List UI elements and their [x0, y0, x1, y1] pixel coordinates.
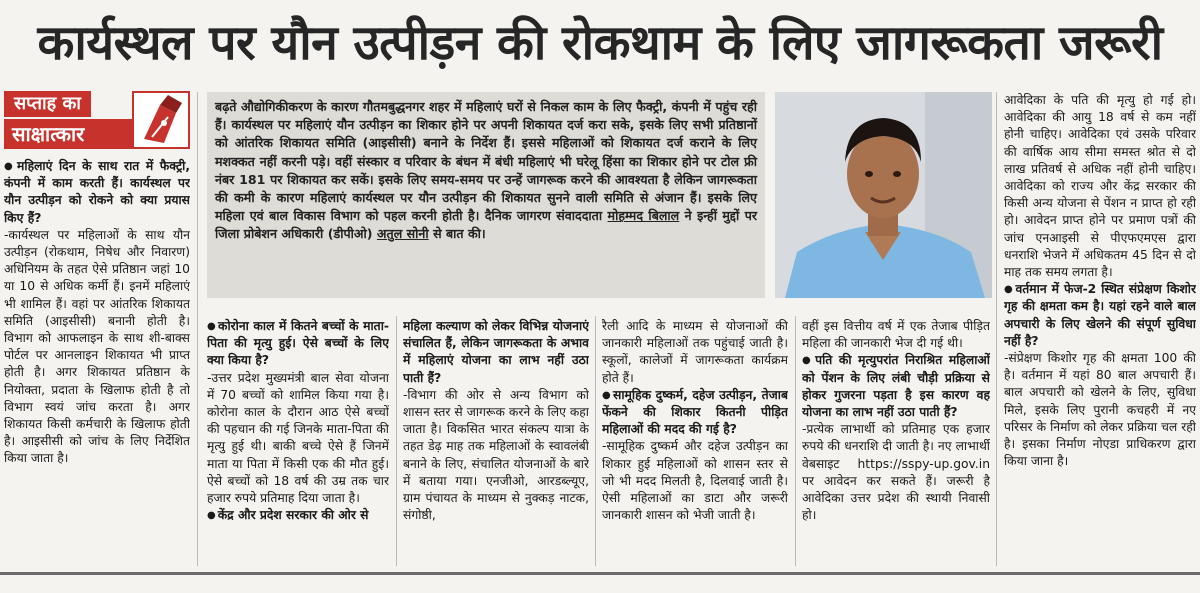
answer-2: -उत्तर प्रदेश मुख्यमंत्री बाल सेवा योजना में 70 बच्चों को शामिल किया गया है। कोरोना काल के दौरान आठ ऐसे बच्चों की पहचान की गई जिनके माता-पिता की मृत्यु हुई थी। बाकी बच्चे ऐसे हैं जिनमें माता या पिता में किसी एक की मौत हुई। ऐसे बच्चों को 18 वर्ष की उम्र तक चार हजार रुपये प्रतिमाह दिया जाता है। — [207, 370, 389, 506]
intro-text-end: से बात की। — [433, 226, 486, 242]
column-3 — [403, 318, 589, 568]
question-3-start: केंद्र और प्रदेश सरकार की ओर से — [217, 508, 369, 523]
column-divider — [996, 92, 997, 566]
bullet-icon: ● — [207, 321, 217, 332]
column-divider — [595, 316, 596, 566]
answer-5-continued: आवेदिका के पति की मृत्यु हो गई हो। आवेदिका की आयु 18 वर्ष से कम नहीं होनी चाहिए। आवेदिका एवं उसके परिवार की वार्षिक आय सीमा समस्त श्रोत से दो लाख प्रतिवर्ष से अधिक नहीं होनी चाहिए। आवेदिका को राज्य और केंद्र सरकार की किसी अन्य योजना से पेंशन न प्राप्त हो रही हो। आवेदन प्राप्त होने पर प्रमाण पत्रों की जांच एनआइसी से पीएफएमएस द्वारा धनराशि भेजने में अधिकतम 45 दिन से दो माह तक समय लगता है। — [1004, 93, 1196, 280]
answer-4: -सामूहिक दुष्कर्म और दहेज उत्पीड़न का शिकार हुई महिलाओं को शासन स्तर से जो भी मदद मिलती है, दिलवाई जाती है। ऐसी महिलाओं का डाटा और जरूरी जानकारी शासन को भेजी जाती है। — [602, 439, 788, 523]
bullet-icon: ● — [4, 161, 16, 172]
pen-nib-icon — [132, 91, 190, 149]
column-2 — [207, 318, 389, 568]
bottom-rule — [0, 572, 1200, 575]
section-kicker — [4, 91, 189, 151]
intro-text-middle: ने इन्हीं मुद्दों पर जिला प्रोबेशन अधिकारी (डीपीओ) — [215, 208, 757, 242]
answer-3: -विभाग की ओर से अन्य विभाग को शासन स्तर से जागरूक करने के लिए कहा जाता है। विकसित भारत संकल्प यात्रा के तहत डेढ़ माह तक महिलाओं के स्वावलंबी बनाने के लिए, संचालित योजनाओं के बारे में बताया गया। एनजीओ, आरडब्ल्यूए, ग्राम पंचायत के माध्यम से नुक्कड़ नाटक, संगोष्ठी, — [403, 387, 589, 523]
question-3-end: महिला कल्याण को लेकर विभिन्न योजनाएं संचालित हैं, लेकिन जागरूकता के अभाव में महिलाएं योजना का लाभ नहीं उठा पाती हैं? — [403, 319, 589, 385]
answer-3-continued: रैली आदि के माध्यम से योजनाओं की जानकारी महिलाओं तक पहुंचाई जाती है। स्कूलों, कालेजों में जागरूकता कार्यक्रम होते हैं। — [602, 319, 788, 385]
bullet-icon: ● — [207, 510, 216, 522]
column-divider — [396, 316, 397, 566]
question-1: महिलाएं दिन के साथ रात में फैक्ट्री, कंपनी में काम करती हैं। कार्यस्थल पर यौन उत्पीड़न को रोकने को क्या प्रयास किए हैं? — [4, 159, 190, 225]
column-divider — [197, 92, 198, 566]
intro-text: बढ़ते औद्योगिकीकरण के कारण गौतमबुद्धनगर शहर में महिलाएं घरों से निकल काम के लिए फैक्ट्री, कंपनी में पहुंच रही हैं। कार्यस्थल पर महिलाएं यौन उत्पीड़न का शिकार होने पर अपनी शिकायत दर्ज करा सके, इसके लिए सभी प्रतिष्ठानों को आंतरिक शिकायत समिति (आइसीसी) बनाने के निर्देश हैं। इससे महिलाओं को शिकायत दर्ज कराने के लिए मशक्कत नहीं करनी पड़े। वहीं संस्कार व परिवार के बंधन में बंधी महिलाएं भी घरेलू हिंसा का शिकार होने पर टोल फ्री नंबर 181 पर शिकायत कर सकें। इसके लिए समय-समय पर उन्हें जागरूक करने की आवश्यता है लेकिन जागरूकता की कमी के कारण महिलाएं कार्यस्थल पर यौन उत्पीड़न की शिकायत सुनने वाली समिति से अंजान हैं। इसके लिए महिला एवं बाल विकास विभाग को पहल करनी होती है। दैनिक जागरण संवाददाता — [215, 99, 757, 224]
kicker-line-2: साक्षात्कार — [4, 119, 142, 149]
reporter-name: मोहम्मद बिलाल — [607, 208, 680, 224]
answer-4-continued: वहीं इस वित्तीय वर्ष में एक तेजाब पीड़ित महिला की जानकारी भेज दी गई थी। — [802, 319, 990, 351]
answer-5: -प्रत्येक लाभार्थी को प्रतिमाह एक हजार रुपये की धनराशि दी जाती है। नए लाभार्थी वेबसाइट https://sspy-up.gov.in पर आवेदन कर सकते हैं। जरूरी है आवेदिका उत्तर प्रदेश की स्थायी निवासी हो। — [802, 422, 990, 523]
answer-1: -कार्यस्थल पर महिलाओं के साथ यौन उत्पीड़न (रोकथाम, निषेध और निवारण) अधिनियम के तहत ऐसे प्रतिष्ठान जहां 10 या 10 से अधिक कर्मी हैं। इनमें महिलाएं भी शामिल हैं। वहां पर आंतरिक शिकायत समिति (आइसीसी) बनानी होती है। विभाग को आफलाइन के साथ शी-बाक्स पोर्टल पर आनलाइन शिकायत भी प्राप्त होती है। अगर शिकायत प्रतिष्ठान के नियोक्ता, प्रदाता के खिलाफ होती है तो विभाग स्वयं जांच करता है। अगर शिकायत किसी कर्मचारी के खिलाफ होती है। आइसीसी को जांच के लिए निर्देशित किया जाता है। — [4, 227, 190, 466]
column-divider — [795, 316, 796, 566]
question-6: वर्तमान में फेज-2 स्थित संप्रेक्षण किशोर गृह की क्षमता कम है। यहां रहने वाले बाल अपचारी के लिए खेलने की संपूर्ण सुविधा नहीं है? — [1004, 282, 1196, 348]
question-2: कोरोना काल में कितने बच्चों के माता-पिता की मृत्यु हुई। ऐसे बच्चों के लिए क्या किया है? — [207, 319, 389, 368]
headline: कार्यस्थल पर यौन उत्पीड़न की रोकथाम के लिए जागरूकता जरूरी — [37, 15, 1163, 71]
column-5 — [802, 318, 990, 568]
bullet-icon: ● — [802, 355, 814, 367]
column-6 — [1004, 92, 1196, 568]
kicker-line-1: सप्ताह का — [4, 91, 91, 117]
question-5: पति की मृत्युपरांत निराश्रित महिलाओं को पेंशन के लिए लंबी चौड़ी प्रक्रिया से होकर गुजरना पड़ता है इस कारण वह योजना का लाभ नहीं उठा पाती हैं? — [802, 353, 990, 420]
bullet-icon: ● — [602, 389, 612, 401]
bullet-icon: ● — [1004, 284, 1014, 296]
column-1 — [4, 158, 190, 568]
question-4: सामूहिक दुष्कर्म, दहेज उत्पीड़न, तेजाब फेंकने की शिकार कितनी पीड़ित महिलाओं की मदद की गई है? — [602, 387, 788, 437]
officer-name: अतुल सोनी — [376, 226, 429, 242]
officer-photo — [775, 92, 992, 298]
answer-6: -संप्रेक्षण किशोर गृह की क्षमता 100 की है। वर्तमान में यहां 80 बाल अपचारी हैं। बाल अपचारी को खेलने के लिए, सुविधा मिले, इसके लिए पुरानी कचहरी में नए परिसर के निर्माण को लेकर प्रक्रिया चल रही है। इसका निर्माण नोएडा प्राधिकरण द्वारा किया जाना है। — [1004, 351, 1196, 469]
intro-box — [207, 92, 765, 298]
column-4 — [602, 318, 788, 568]
